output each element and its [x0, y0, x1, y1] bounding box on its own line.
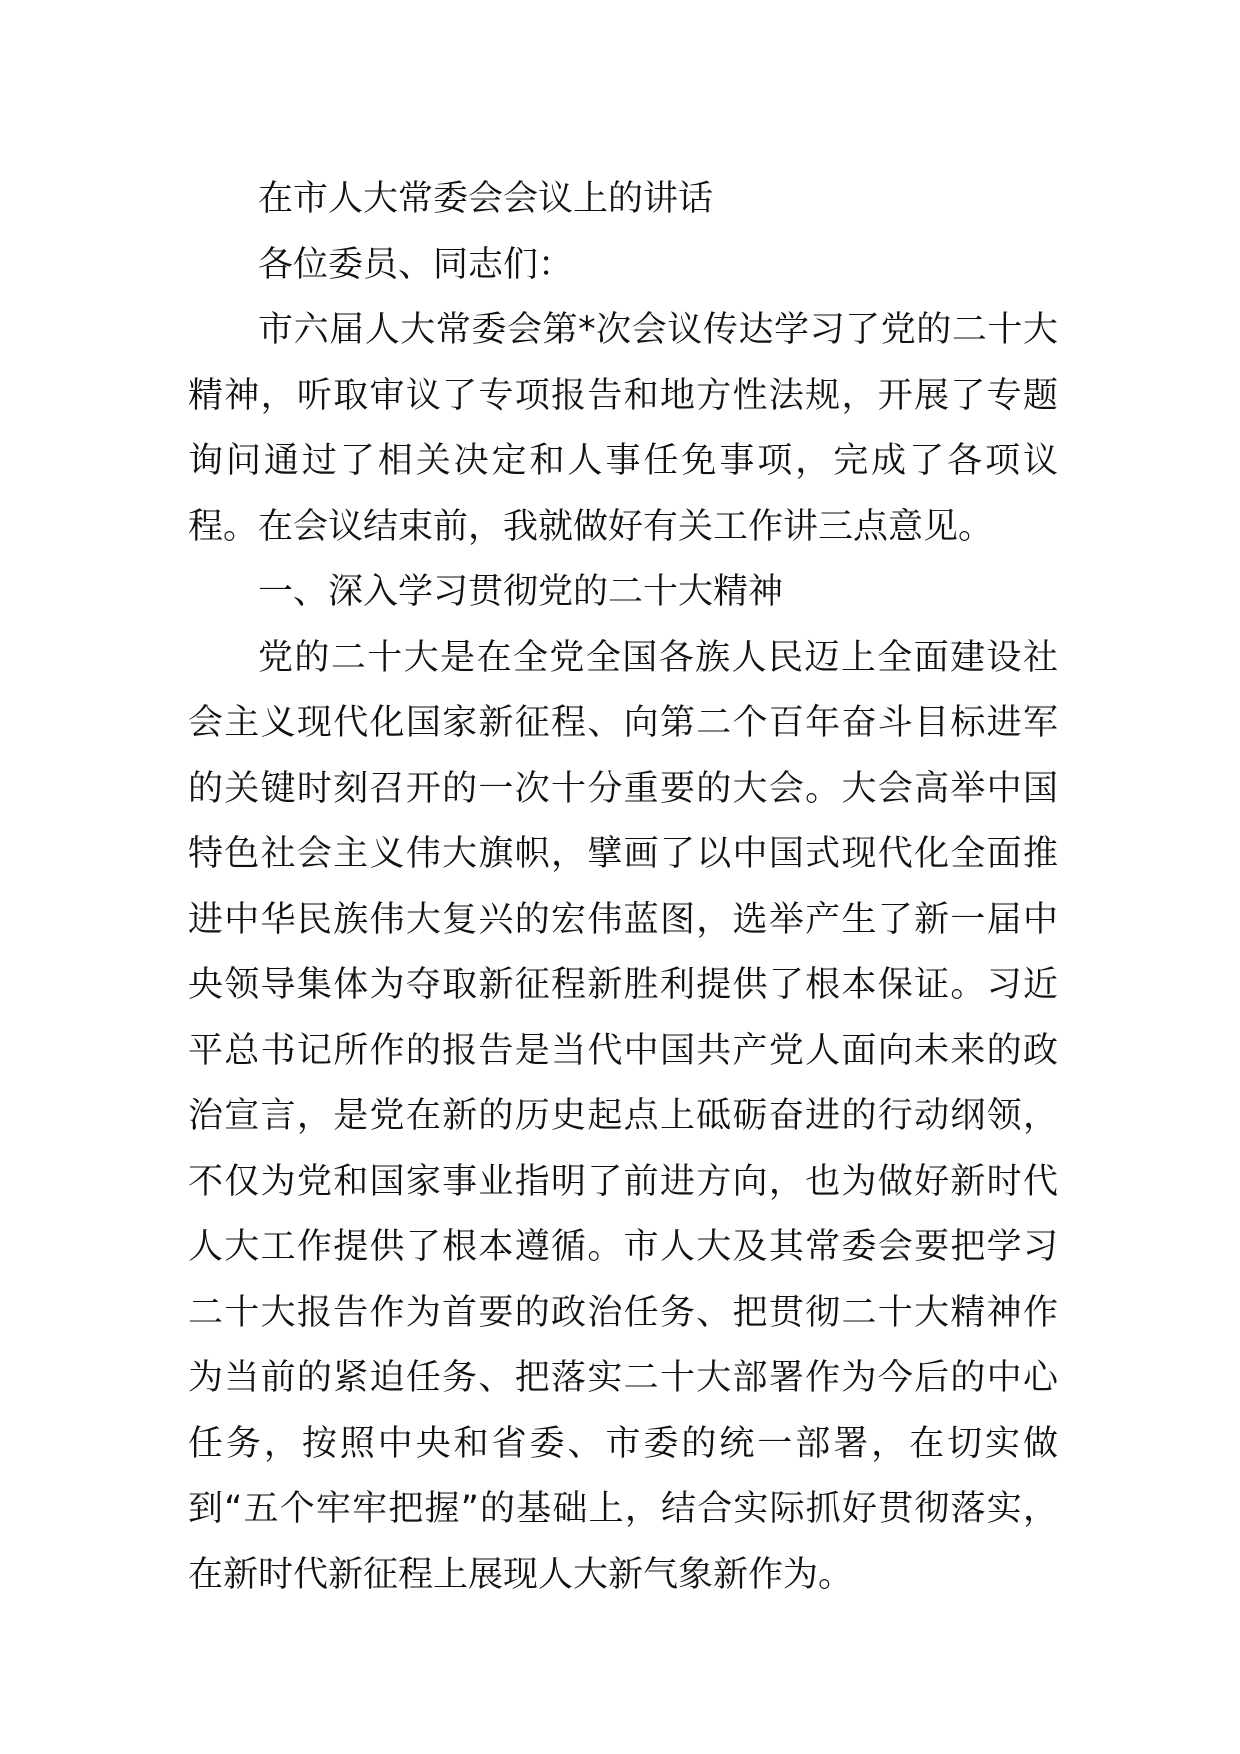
paragraph-intro: 市六届人大常委会第*次会议传达学习了党的二十大精神，听取审议了专项报告和地方性法规，开展了专题询问通过了相关决定和人事任免事项，完成了各项议程。在会议结束前，我就做好有关工作讲三点意见。	[188, 310, 1058, 547]
paragraph-section-1: 党的二十大是在全党全国各族人民迈上全面建设社会主义现代化国家新征程、向第二个百年奋斗目标进军的关键时刻召开的一次十分重要的大会。大会高举中国特色社会主义伟大旗帜，擘画了以中国式现代化全面推进中华民族伟大复兴的宏伟蓝图，选举产生了新一届中央领导集体为夺取新征程新胜利提供了根本保证。习近平总书记所作的报告是当代中国共产党人面向未来的政治宣言，是党在新的历史起点上砥砺奋进的行动纲领，不仅为党和国家事业指明了前进方向，也为做好新时代人大工作提供了根本遵循。市人大及其常委会要把学习二十大报告作为首要的政治任务、把贯彻二十大精神作为当前的紧迫任务、把落实二十大部署作为今后的中心任务，按照中央和省委、市委的统一部署，在切实做到“五个牢牢把握”的基础上，结合实际抓好贯彻落实，在新时代新征程上展现人大新气象新作为。	[188, 637, 1058, 1595]
document-title: 在市人大常委会会议上的讲话	[258, 179, 714, 219]
salutation: 各位委员、同志们：	[258, 244, 574, 285]
section-heading-1: 一、深入学习贯彻党的二十大精神	[258, 572, 784, 612]
document-body	[188, 167, 1058, 1608]
